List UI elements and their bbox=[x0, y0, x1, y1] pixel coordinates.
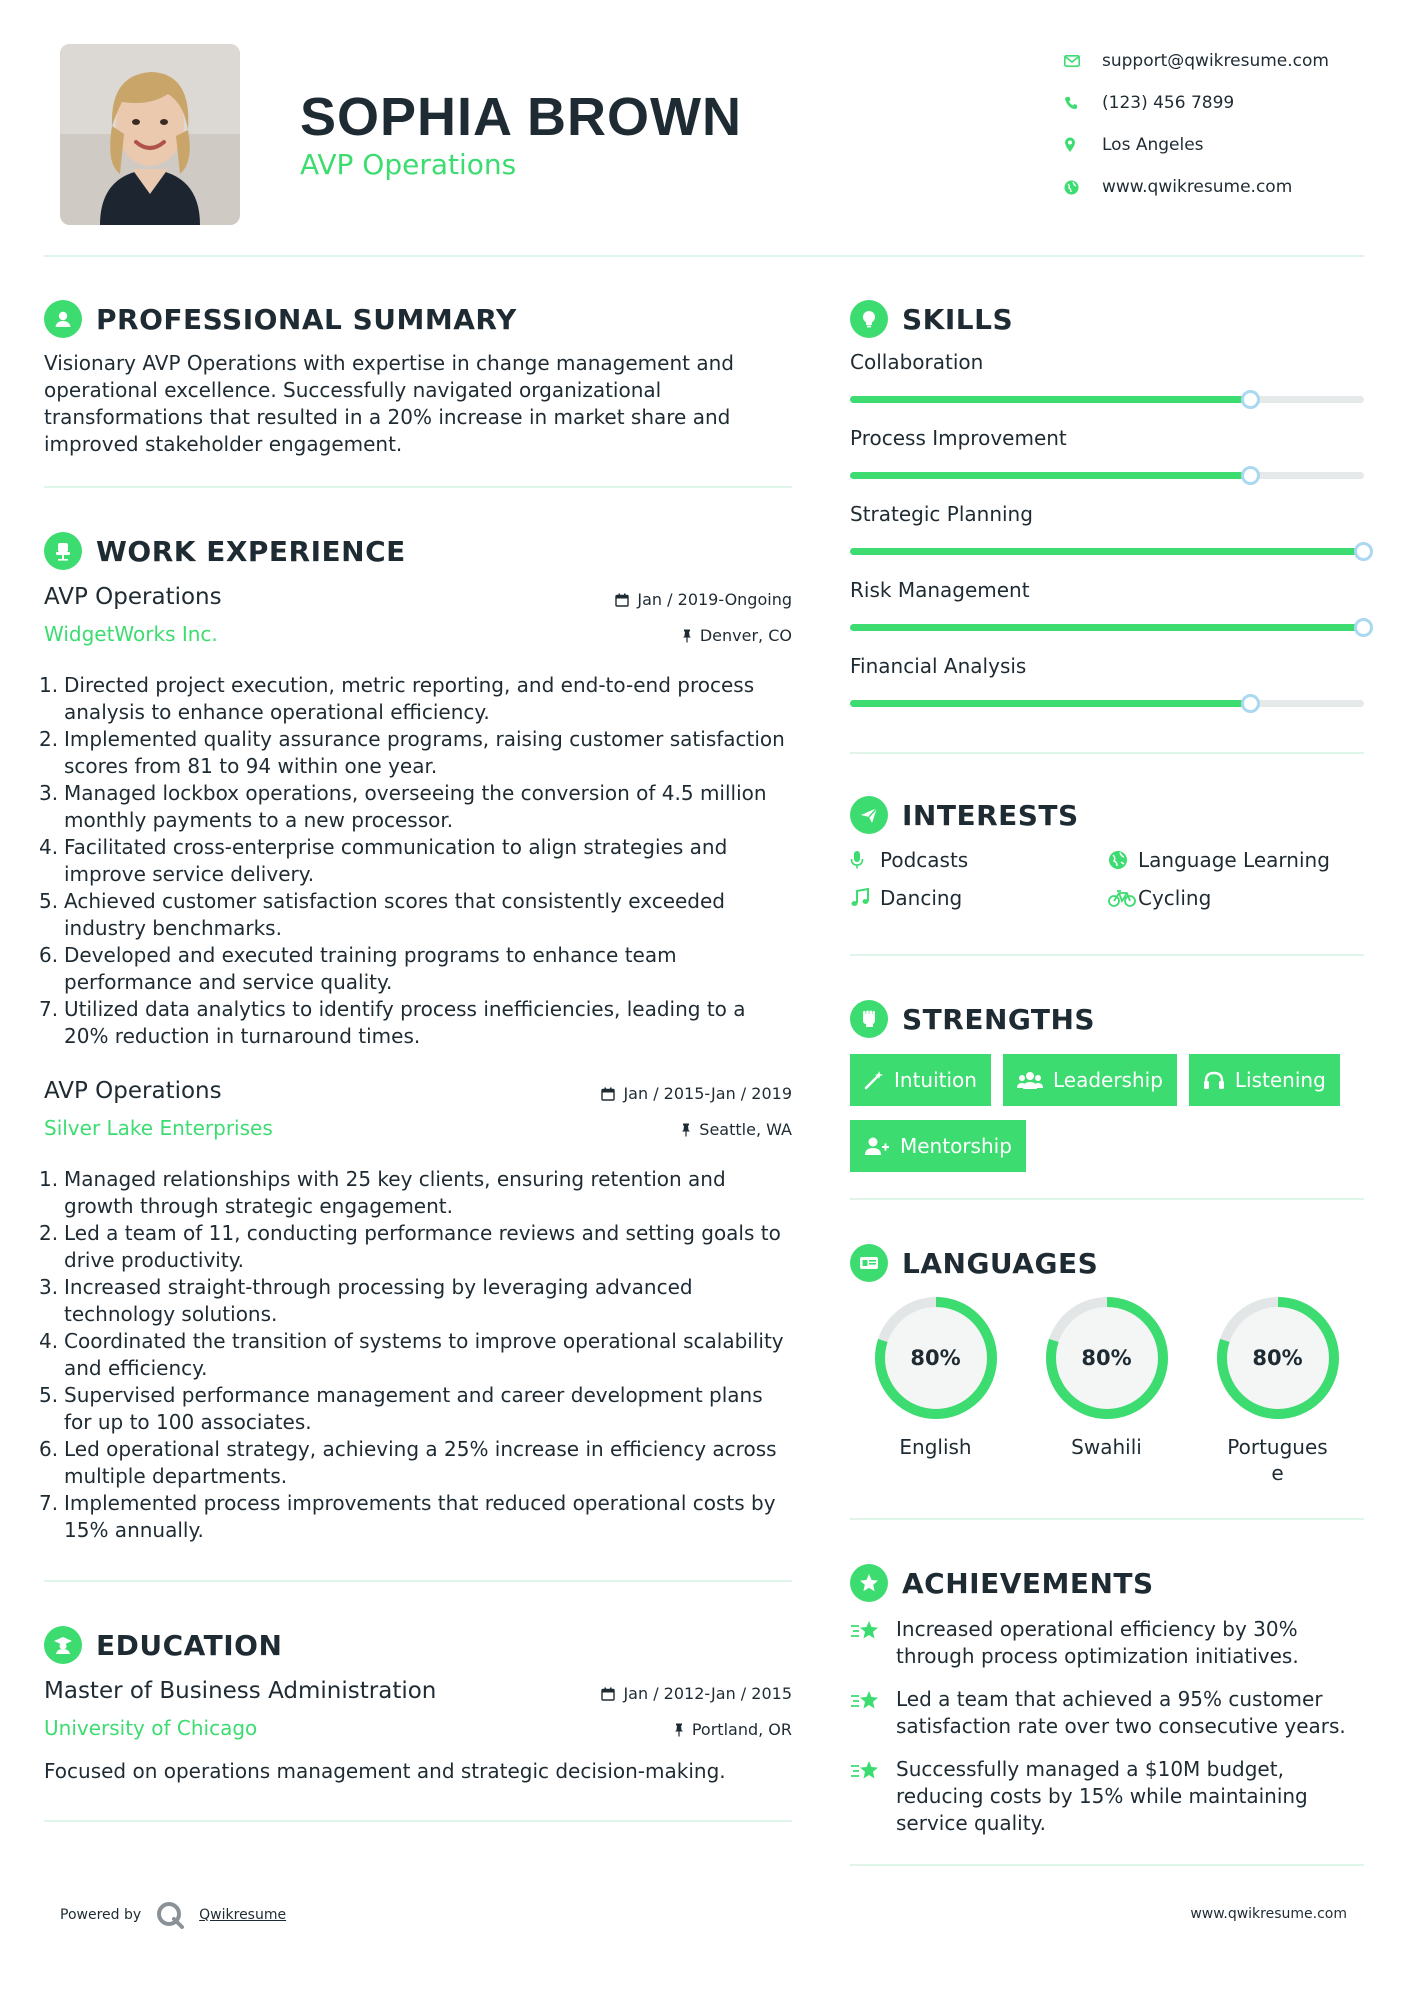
job-bullet: 1. Managed relationships with 25 key clients, ensuring retention and growth through strategic engagement. bbox=[39, 1167, 726, 1218]
job-bullet: 5. Supervised performance management and career development plans for up to 100 associates. bbox=[39, 1383, 763, 1434]
strengths-title: STRENGTHS bbox=[902, 1002, 1096, 1036]
education-date-text: Jan / 2012-Jan / 2015 bbox=[623, 1684, 792, 1703]
skills-section bbox=[850, 300, 1364, 730]
languages-list bbox=[850, 1296, 1364, 1486]
education-title: EDUCATION bbox=[96, 1628, 283, 1662]
pushpin-icon bbox=[674, 1723, 684, 1737]
contact-website[interactable] bbox=[1064, 166, 1394, 208]
strength-label: Leadership bbox=[1052, 1068, 1163, 1092]
candidate-name: SOPHIA BROWN bbox=[300, 87, 742, 147]
bicycle-icon bbox=[1108, 889, 1138, 907]
job-bullet: 7. Implemented process improvements that reduced operational costs by 15% annually. bbox=[39, 1491, 776, 1542]
experience-divider bbox=[44, 1580, 792, 1582]
job-location bbox=[681, 1120, 792, 1139]
user-plus-icon bbox=[864, 1136, 890, 1156]
contact-location bbox=[1064, 124, 1394, 166]
interests-heading bbox=[850, 796, 1364, 834]
skill-bar bbox=[850, 472, 1364, 479]
lightbulb-icon bbox=[850, 300, 888, 338]
education-location-text: Portland, OR bbox=[691, 1720, 792, 1739]
star-badge-icon bbox=[850, 1564, 888, 1602]
languages-title: LANGUAGES bbox=[902, 1246, 1099, 1280]
skills-list bbox=[850, 350, 1364, 730]
job-company: WidgetWorks Inc. bbox=[44, 622, 218, 646]
skill-bar-knob bbox=[1241, 390, 1260, 409]
magic-wand-icon bbox=[864, 1070, 884, 1090]
summary-divider bbox=[44, 486, 792, 488]
language-item bbox=[850, 1296, 1021, 1486]
education-heading bbox=[44, 1626, 792, 1664]
job-bullet: 4. Coordinated the transition of systems to improve operational scalability and efficiency. bbox=[39, 1329, 784, 1380]
job-company: Silver Lake Enterprises bbox=[44, 1116, 273, 1140]
skill-bar-fill bbox=[850, 624, 1364, 631]
job-bullet: 7. Utilized data analytics to identify process inefficiencies, leading to a 20% reduction in turnaround times. bbox=[39, 997, 746, 1048]
job-date bbox=[615, 590, 792, 609]
skill-name: Process Improvement bbox=[850, 426, 1067, 450]
achievement-text: Increased operational efficiency by 30% through process optimization initiatives. bbox=[896, 1617, 1299, 1668]
job-location bbox=[682, 626, 792, 645]
interest-label: Dancing bbox=[880, 886, 963, 910]
skill-item bbox=[850, 350, 1364, 426]
education-date bbox=[601, 1684, 792, 1703]
language-percent: 80% bbox=[1252, 1346, 1303, 1370]
shooting-star-icon bbox=[850, 1616, 896, 1644]
job-bullet: 4. Facilitated cross-enterprise communication to align strategies and improve service delivery. bbox=[39, 835, 728, 886]
calendar-icon bbox=[615, 593, 629, 607]
job-entry bbox=[39, 584, 792, 1050]
paper-plane-icon bbox=[850, 796, 888, 834]
envelope-icon bbox=[1064, 55, 1102, 67]
language-name: Portugues e bbox=[1227, 1435, 1328, 1485]
skill-bar bbox=[850, 700, 1364, 707]
contact-location-text: Los Angeles bbox=[1102, 135, 1204, 155]
achievements-divider bbox=[850, 1864, 1364, 1866]
education-section bbox=[44, 1626, 792, 1785]
calendar-icon bbox=[601, 1687, 615, 1701]
job-date-text: Jan / 2015-Jan / 2019 bbox=[623, 1084, 792, 1103]
skills-divider bbox=[850, 752, 1364, 754]
strengths-section bbox=[850, 1000, 1364, 1172]
experience-section bbox=[39, 532, 792, 1544]
language-name: English bbox=[899, 1435, 972, 1459]
education-location bbox=[674, 1720, 792, 1739]
skills-heading bbox=[850, 300, 1364, 338]
header-divider bbox=[44, 255, 1364, 257]
interests-list bbox=[850, 848, 1364, 910]
achievements-section bbox=[850, 1564, 1364, 1853]
achievements-heading bbox=[850, 1564, 1364, 1602]
skill-bar bbox=[850, 624, 1364, 631]
contact-list bbox=[1064, 40, 1394, 208]
footer-website[interactable]: www.qwikresume.com bbox=[1190, 1906, 1347, 1922]
footer-brand-link[interactable]: Qwikresume bbox=[199, 1907, 287, 1923]
microphone-icon bbox=[850, 850, 880, 870]
job-title: AVP Operations bbox=[44, 584, 222, 610]
profile-photo bbox=[60, 44, 240, 225]
job-entry bbox=[39, 1078, 792, 1544]
summary-text: Visionary AVP Operations with expertise in change management and operational excellence. Successfully navigated organizational transformations that resulted in a 20% increase in market share and improved stakeholder engagement. bbox=[44, 351, 734, 456]
interest-label: Cycling bbox=[1138, 886, 1212, 910]
skill-bar-knob bbox=[1354, 618, 1373, 637]
office-chair-icon bbox=[44, 532, 82, 570]
interests-section bbox=[850, 796, 1364, 910]
calendar-icon bbox=[601, 1087, 615, 1101]
interest-item bbox=[1108, 886, 1364, 910]
interests-divider bbox=[850, 954, 1364, 956]
language-ring bbox=[874, 1296, 998, 1420]
profile-photo-illustration bbox=[60, 44, 240, 225]
globe-icon bbox=[1064, 180, 1102, 195]
contact-email[interactable] bbox=[1064, 40, 1394, 82]
skill-item bbox=[850, 502, 1364, 578]
language-card-icon bbox=[850, 1244, 888, 1282]
job-bullet: 5. Achieved customer satisfaction scores that consistently exceeded industry benchmarks. bbox=[39, 889, 725, 940]
strengths-heading bbox=[850, 1000, 1364, 1038]
interest-label: Language Learning bbox=[1138, 848, 1330, 872]
education-header bbox=[44, 1678, 792, 1752]
language-ring bbox=[1216, 1296, 1340, 1420]
job-bullets bbox=[39, 1166, 792, 1544]
skill-item bbox=[850, 654, 1364, 730]
achievements-list bbox=[850, 1616, 1364, 1837]
qwikresume-logo-icon bbox=[155, 1900, 185, 1930]
language-ring bbox=[1045, 1296, 1169, 1420]
strength-label: Intuition bbox=[894, 1068, 977, 1092]
skill-name: Financial Analysis bbox=[850, 654, 1027, 678]
candidate-role: AVP Operations bbox=[300, 148, 517, 181]
language-name: Swahili bbox=[1071, 1435, 1142, 1459]
strength-label: Mentorship bbox=[900, 1134, 1012, 1158]
skill-item bbox=[850, 426, 1364, 502]
strength-chip bbox=[1189, 1054, 1340, 1106]
headphones-icon bbox=[1203, 1070, 1225, 1090]
contact-website-text: www.qwikresume.com bbox=[1102, 177, 1293, 197]
users-icon bbox=[1017, 1070, 1043, 1090]
skill-bar-knob bbox=[1241, 466, 1260, 485]
map-pin-icon bbox=[1064, 137, 1102, 153]
shooting-star-icon bbox=[850, 1686, 896, 1714]
shooting-star-icon bbox=[850, 1756, 896, 1784]
interest-label: Podcasts bbox=[880, 848, 969, 872]
contact-email-text: support@qwikresume.com bbox=[1102, 51, 1329, 71]
interests-title: INTERESTS bbox=[902, 798, 1079, 832]
job-bullet: 6. Developed and executed training programs to enhance team performance and service quality. bbox=[39, 943, 677, 994]
strength-chip bbox=[1003, 1054, 1177, 1106]
strengths-divider bbox=[850, 1198, 1364, 1200]
job-bullet: 3. Increased straight-through processing by leveraging advanced technology solutions. bbox=[39, 1275, 693, 1326]
experience-heading bbox=[44, 532, 792, 570]
job-bullet: 6. Led operational strategy, achieving a 25% increase in efficiency across multiple departments. bbox=[39, 1437, 777, 1488]
degree-title: Master of Business Administration bbox=[44, 1678, 437, 1704]
pushpin-icon bbox=[681, 1123, 691, 1137]
languages-section bbox=[850, 1244, 1364, 1486]
footer-branding bbox=[60, 1900, 286, 1930]
skill-bar-fill bbox=[850, 548, 1364, 555]
job-title: AVP Operations bbox=[44, 1078, 222, 1104]
skill-item bbox=[850, 578, 1364, 654]
job-header bbox=[44, 584, 792, 658]
strengths-list bbox=[850, 1054, 1364, 1172]
strength-chip bbox=[850, 1120, 1026, 1172]
job-bullet: 2. Implemented quality assurance programs, raising customer satisfaction scores from 81 to 94 within one year. bbox=[39, 727, 785, 778]
job-bullet: 3. Managed lockbox operations, overseeing the conversion of 4.5 million monthly payments to a new processor. bbox=[39, 781, 767, 832]
skill-name: Strategic Planning bbox=[850, 502, 1033, 526]
school-name: University of Chicago bbox=[44, 1716, 258, 1740]
achievement-text: Successfully managed a $10M budget, reducing costs by 15% while maintaining service quality. bbox=[896, 1757, 1308, 1835]
interest-item bbox=[850, 886, 1108, 910]
job-date bbox=[601, 1084, 792, 1103]
summary-title: PROFESSIONAL SUMMARY bbox=[96, 302, 517, 336]
pushpin-icon bbox=[682, 629, 692, 643]
achievement-text: Led a team that achieved a 95% customer satisfaction rate over two consecutive years. bbox=[896, 1687, 1346, 1738]
skill-name: Collaboration bbox=[850, 350, 984, 374]
strength-label: Listening bbox=[1234, 1068, 1326, 1092]
interest-item bbox=[1108, 848, 1364, 872]
skill-bar-fill bbox=[850, 472, 1251, 479]
skill-name: Risk Management bbox=[850, 578, 1030, 602]
language-percent: 80% bbox=[910, 1346, 961, 1370]
strength-chip bbox=[850, 1054, 991, 1106]
skill-bar-knob bbox=[1354, 542, 1373, 561]
job-location-text: Denver, CO bbox=[699, 626, 792, 645]
contact-phone-text: (123) 456 7899 bbox=[1102, 93, 1235, 113]
skill-bar bbox=[850, 396, 1364, 403]
languages-divider bbox=[850, 1518, 1364, 1520]
skill-bar-knob bbox=[1241, 694, 1260, 713]
job-header bbox=[44, 1078, 792, 1152]
achievement-item bbox=[850, 1686, 1364, 1740]
job-bullets bbox=[39, 672, 792, 1050]
skill-bar-fill bbox=[850, 396, 1251, 403]
education-description: Focused on operations management and strategic decision-making. bbox=[44, 1759, 726, 1783]
footer-powered-by: Powered by bbox=[60, 1907, 142, 1923]
interest-item bbox=[850, 848, 1108, 872]
job-bullet: 1. Directed project execution, metric reporting, and end-to-end process analysis to enhance operational efficiency. bbox=[39, 673, 755, 724]
job-location-text: Seattle, WA bbox=[699, 1120, 792, 1139]
contact-phone[interactable] bbox=[1064, 82, 1394, 124]
skills-title: SKILLS bbox=[902, 302, 1014, 336]
job-bullet: 2. Led a team of 11, conducting performance reviews and setting goals to drive productivity. bbox=[39, 1221, 781, 1272]
job-date-text: Jan / 2019-Ongoing bbox=[637, 590, 792, 609]
summary-section bbox=[44, 300, 792, 458]
language-item bbox=[1192, 1296, 1363, 1486]
achievement-item bbox=[850, 1756, 1364, 1837]
languages-heading bbox=[850, 1244, 1364, 1282]
skill-bar bbox=[850, 548, 1364, 555]
language-item bbox=[1021, 1296, 1192, 1486]
music-note-icon bbox=[850, 888, 880, 908]
experience-title: WORK EXPERIENCE bbox=[96, 534, 406, 568]
summary-heading bbox=[44, 300, 792, 338]
education-divider bbox=[44, 1820, 792, 1822]
achievements-title: ACHIEVEMENTS bbox=[902, 1566, 1154, 1600]
language-percent: 80% bbox=[1081, 1346, 1132, 1370]
fist-icon bbox=[850, 1000, 888, 1038]
globe-icon bbox=[1108, 850, 1138, 870]
graduate-icon bbox=[44, 1626, 82, 1664]
skill-bar-fill bbox=[850, 700, 1251, 707]
user-circle-icon bbox=[44, 300, 82, 338]
phone-icon bbox=[1064, 96, 1102, 110]
achievement-item bbox=[850, 1616, 1364, 1670]
